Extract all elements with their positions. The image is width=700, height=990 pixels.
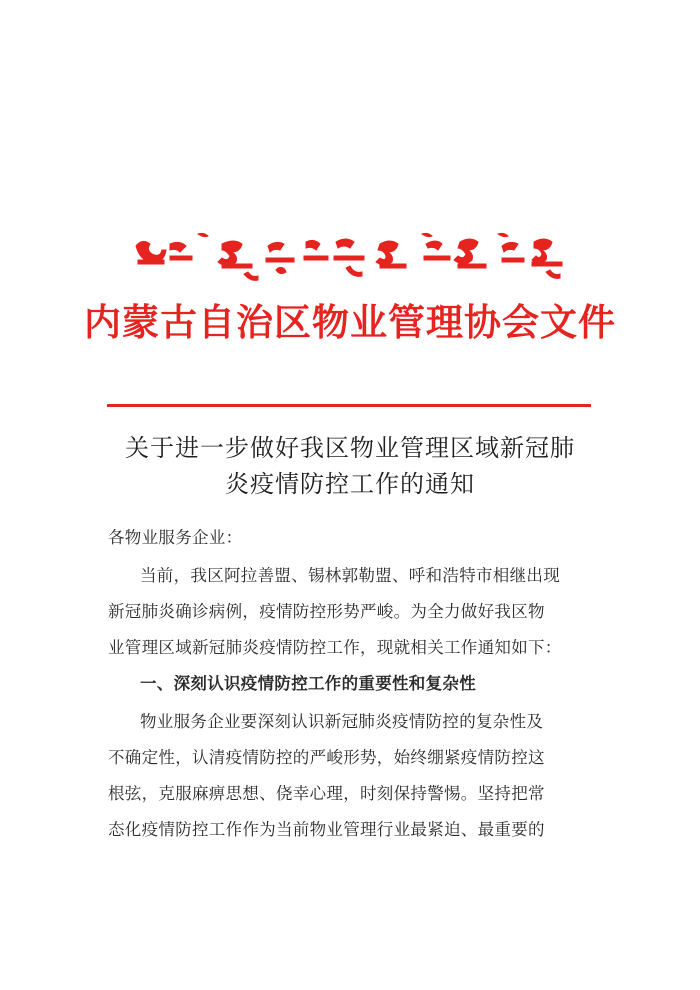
paragraph-2-line-3: 根弦，克服麻痹思想、侥幸心理，时刻保持警惕。坚持把常 [108,784,545,803]
paragraph-1-line-3: 业管理区域新冠肺炎疫情防控工作，现就相关工作通知如下： [108,638,562,657]
paragraph-1-line-2: 新冠肺炎确诊病例，疫情防控形势严峻。为全力做好我区物 [108,602,545,621]
red-divider-line [107,404,591,407]
paragraph-2-line-4: 态化疫情防控工作作为当前物业管理行业最紧迫、最重要的 [108,820,545,839]
mongolian-script-image [130,226,570,288]
document-title-line-2: 炎疫情防控工作的通知 [225,470,475,498]
section-1-heading: 一、深刻认识疫情防控工作的重要性和复杂性 [140,674,476,693]
organization-title: 内蒙古自治区物业管理协会文件 [84,300,616,344]
document-title-line-1: 关于进一步做好我区物业管理区域新冠肺 [125,434,575,462]
paragraph-2-line-2: 不确定性，认清疫情防控的严峻形势，始终绷紧疫情防控这 [108,748,545,767]
paragraph-2-line-1: 物业服务企业要深刻认识新冠肺炎疫情防控的复杂性及 [140,712,544,731]
salutation: 各物业服务企业： [108,528,243,547]
paragraph-1-line-1: 当前，我区阿拉善盟、锡林郭勒盟、呼和浩特市相继出现 [140,566,560,585]
mongolian-script-title [130,226,570,288]
